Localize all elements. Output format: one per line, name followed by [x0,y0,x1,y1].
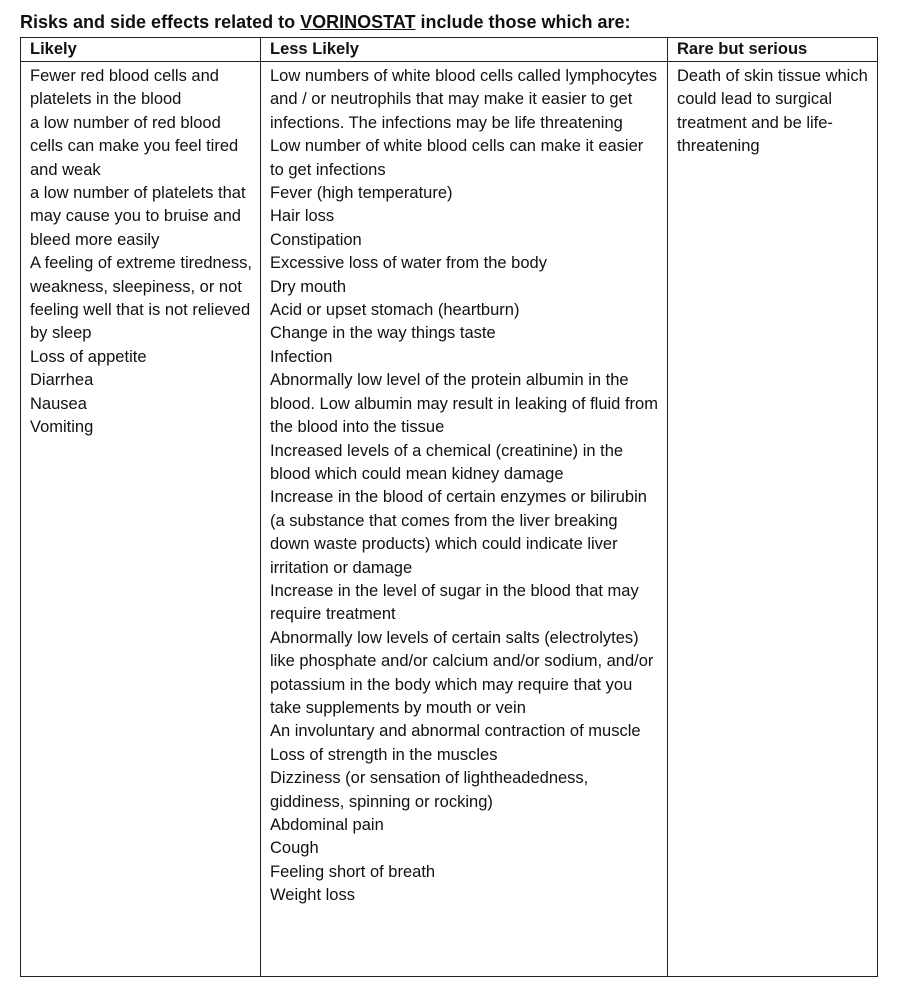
header-row [21,38,878,62]
side-effects-table [20,37,878,977]
list-item: A feeling of extreme tiredness, weakness, sleepiness, or not feeling well that is not relieved by sleep [30,254,252,343]
list-item: Hair loss [270,207,335,226]
list-item: Diarrhea [30,371,94,390]
list-item: Death of skin tissue which could lead to surgical treatment and be life-threatening [677,67,868,156]
list-item: Low numbers of white blood cells called lymphocytes and / or neutrophils that may make it easier to get infections. The infections may be life threatening [270,67,658,132]
column-header-less-likely: Less Likely [261,38,668,62]
heading-prefix: Risks and side effects related to [20,12,301,32]
table-row [21,62,878,977]
list-item: Abdominal pain [270,816,384,834]
column-header-likely: Likely [21,38,261,62]
list-item: a low number of red blood cells can make you feel tired and weak [30,113,239,179]
list-item: Acid or upset stomach (heartburn) [270,301,520,320]
list-item: Nausea [30,394,87,413]
list-item: Dizziness (or sensation of lightheadedness, giddiness, spinning or rocking) [270,769,589,811]
list-item: Increase in the blood of certain enzymes or bilirubin (a substance that comes from the liver breaking down waste products) which could indicate liver irritation or damage [270,488,647,577]
list-item: Abnormally low level of the protein albumin in the blood. Low albumin may result in leaking of fluid from the blood into the tissue [270,371,658,437]
list-item: Loss of appetite [30,347,147,366]
page-heading [20,10,631,34]
list-item: Change in the way things taste [270,324,496,343]
list-item: Low number of white blood cells can make it easier to get infections [270,137,644,179]
list-item: An involuntary and abnormal contraction of muscle [270,722,641,741]
list-item: Infection [270,347,333,366]
list-item: Weight loss [270,886,355,905]
list-item: Vomiting [30,418,94,437]
list-item: Cough [270,839,319,858]
heading-suffix: include those which are: [415,12,631,32]
column-header-rare: Rare but serious [668,38,878,62]
list-item: Constipation [270,230,362,249]
list-item: Loss of strength in the muscles [270,745,498,764]
list-item: a low number of platelets that may cause you to bruise and bleed more easily [30,184,246,249]
list-item: Fever (high temperature) [270,184,453,203]
list-item: Increase in the level of sugar in the blood that may require treatment [270,581,639,624]
rare-cell [668,62,878,977]
list-item: Fewer red blood cells and platelets in the blood [30,67,219,109]
less-likely-cell [261,62,668,977]
likely-cell [21,62,261,977]
list-item: Feeling short of breath [270,862,436,881]
list-item: Excessive loss of water from the body [270,254,547,273]
list-item: Abnormally low levels of certain salts (electrolytes) like phosphate and/or calcium and/or sodium, and/or potassium in the body which may require that you take supplements by mouth or vein [270,628,654,717]
list-item: Increased levels of a chemical (creatinine) in the blood which could mean kidney damage [270,441,624,483]
drug-name: VORINOSTAT [300,12,416,32]
list-item: Dry mouth [270,277,347,296]
